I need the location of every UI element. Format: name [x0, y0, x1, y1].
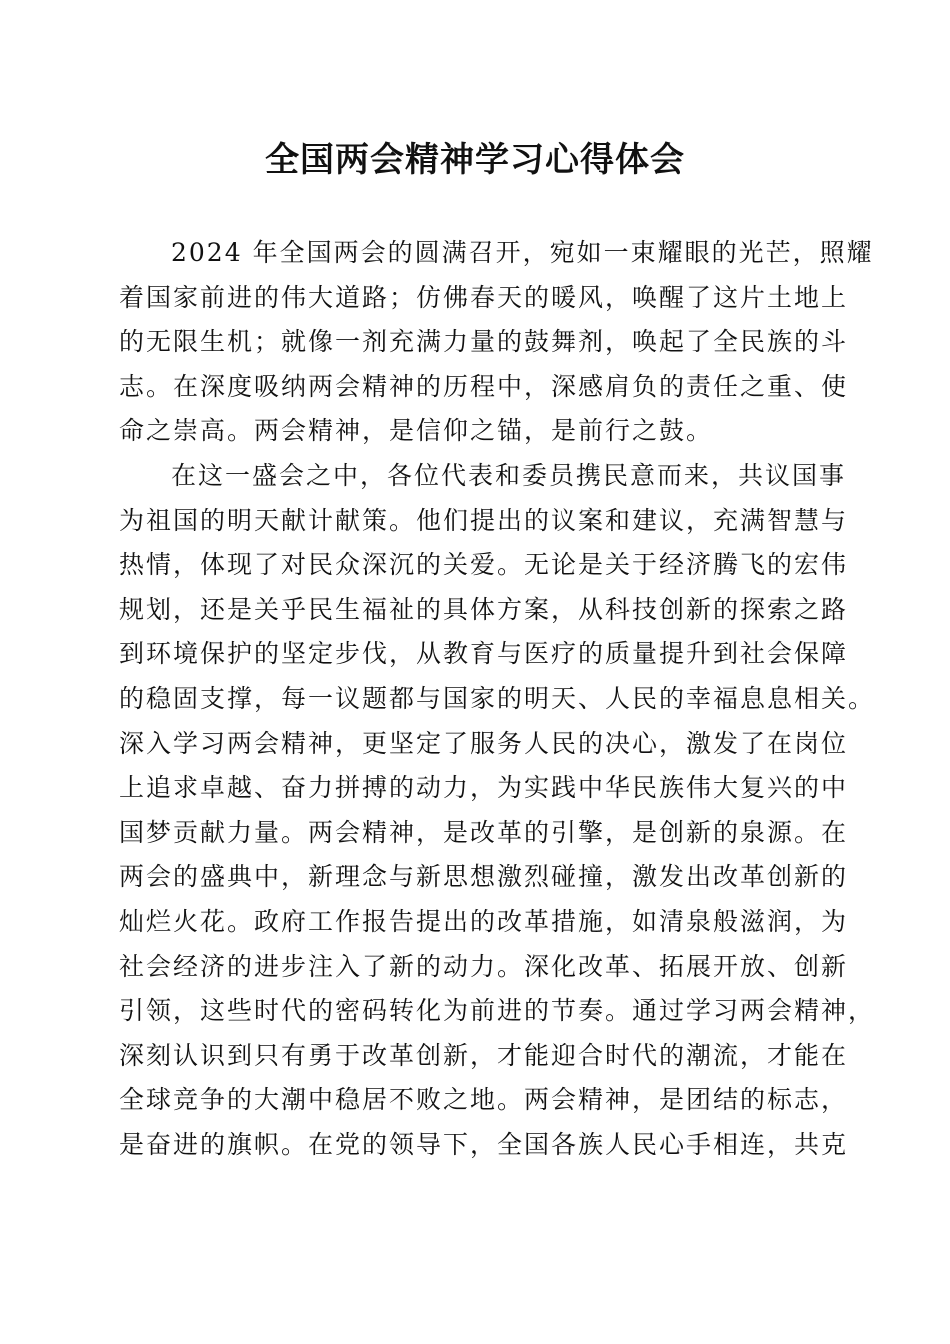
text-line: 全球竞争的大潮中稳居不败之地。两会精神，是团结的标志，	[119, 1085, 849, 1115]
text-line: 引领，这些时代的密码转化为前进的节奏。通过学习两会精神，	[119, 996, 876, 1026]
document-body	[119, 231, 876, 1167]
text-line: 两会的盛典中，新理念与新思想激烈碰撞，激发出改革创新的	[119, 862, 849, 892]
text-line: 上追求卓越、奋力拼搏的动力，为实践中华民族伟大复兴的中	[119, 773, 849, 803]
text-line: 在这一盛会之中，各位代表和委员携民意而来，共议国事	[171, 460, 847, 490]
paragraph-2	[119, 454, 876, 1168]
text-line: 热情，体现了对民众深沉的关爱。无论是关于经济腾飞的宏伟	[119, 550, 849, 580]
text-line: 深入学习两会精神，更坚定了服务人民的决心，激发了在岗位	[119, 728, 849, 758]
text-line: 2024 年全国两会的圆满召开，宛如一束耀眼的光芒，照耀	[171, 238, 874, 267]
text-line: 着国家前进的伟大道路；仿佛春天的暖风，唤醒了这片土地上	[119, 282, 849, 312]
paragraph-1	[119, 231, 874, 454]
text-line: 志。在深度吸纳两会精神的历程中，深感肩负的责任之重、使	[119, 371, 849, 401]
text-line: 规划，还是关乎民生福祉的具体方案，从科技创新的探索之路	[119, 594, 849, 624]
text-line: 国梦贡献力量。两会精神，是改革的引擎，是创新的泉源。在	[119, 817, 849, 847]
text-line: 的稳固支撑，每一议题都与国家的明天、人民的幸福息息相关。	[119, 683, 876, 713]
text-line: 社会经济的进步注入了新的动力。深化改革、拓展开放、创新	[119, 951, 849, 981]
text-line: 的无限生机；就像一剂充满力量的鼓舞剂，唤起了全民族的斗	[119, 327, 849, 357]
text-line: 命之崇高。两会精神，是信仰之锚，是前行之鼓。	[119, 416, 714, 446]
text-line: 是奋进的旗帜。在党的领导下，全国各族人民心手相连，共克	[119, 1129, 849, 1159]
text-line: 深刻认识到只有勇于改革创新，才能迎合时代的潮流，才能在	[119, 1040, 849, 1070]
text-line: 为祖国的明天献计献策。他们提出的议案和建议，充满智慧与	[119, 505, 849, 535]
text-line: 到环境保护的坚定步伐，从教育与医疗的质量提升到社会保障	[119, 639, 849, 669]
text-line: 灿烂火花。政府工作报告提出的改革措施，如清泉般滋润，为	[119, 906, 849, 936]
document-title: 全国两会精神学习心得体会	[265, 140, 685, 180]
